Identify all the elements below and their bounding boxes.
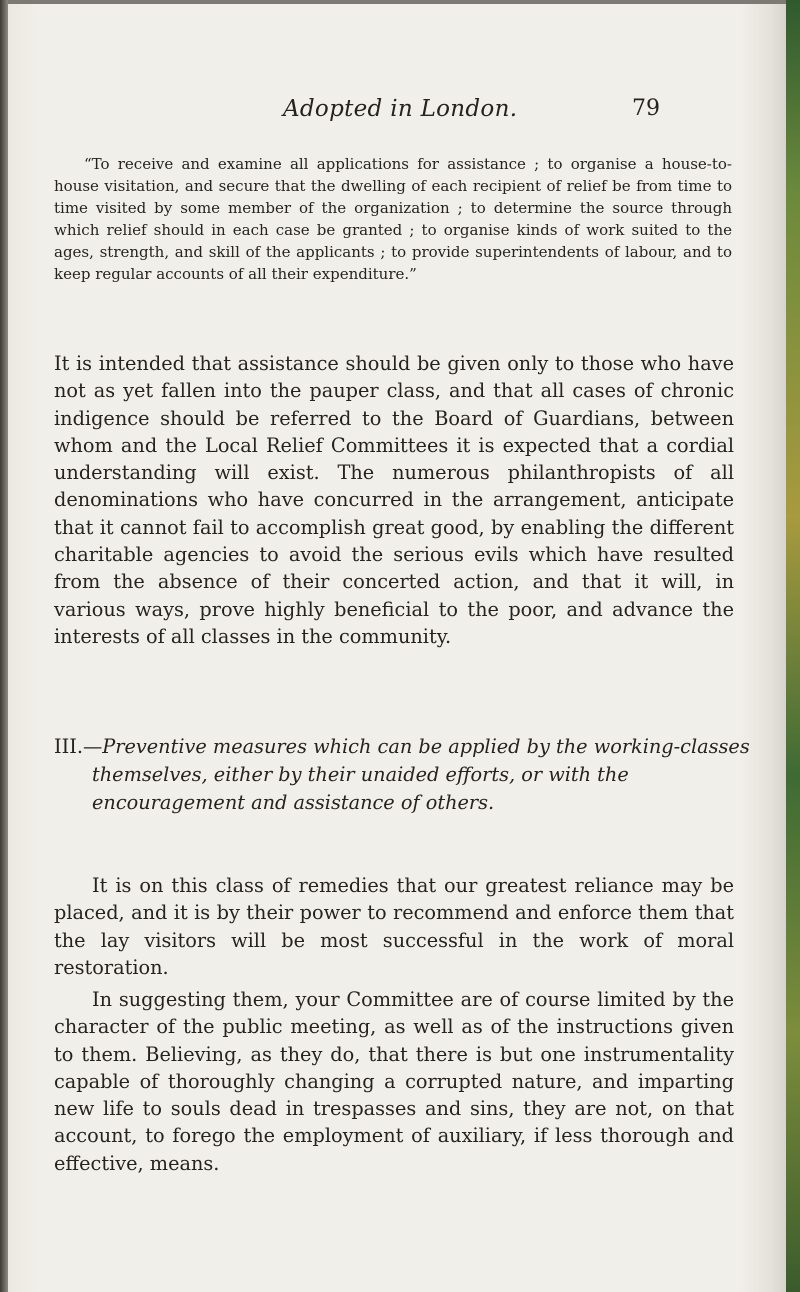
section-heading-text: Preventive measures which can be applied by the working-classes themselves, either by their unaided efforts, or with the encouragement and assistance of others.: [92, 735, 750, 814]
running-head: Adopted in London.: [283, 96, 518, 122]
page-number: 79: [632, 96, 660, 121]
quoted-passage: “To receive and examine all applications for assistance ; to organise a house-to-house visitation, and secure that the dwelling of each recipient of relief be from time to time visited by some member of the organization ; to determine the source through which relief should in each case be granted ; to organise kinds of work suited to the ages, strength, and skill of the applicants ; to provide superintendents of labour, and to keep regular accounts of all their expenditure.”: [54, 155, 732, 283]
paragraph-intended-assistance: It is intended that assistance should be given only to those who have not as yet fallen into the pauper class, and that all cases of chronic indigence should be referred to the Board of Guardians, between whom and the Local Relief Committees it is expected that a cordial understanding will exist. The numerous philanthropists of all denominations who have concurred in the arrangement, anticipate that it cannot fail to accomplish great good, by enabling the different charitable agencies to avoid the serious evils which have resulted from the absence of their concerted action, and that it will, in various ways, prove highly beneficial to the poor, and advance the interests of all classes in the community.: [54, 352, 734, 648]
paragraph-class-of-remedies: It is on this class of remedies that our greatest reliance may be placed, and it is by their power to recommend and enforce them that the lay visitors will be most successful in the work of moral restoration.: [54, 874, 734, 979]
section-number: III.—: [54, 735, 103, 758]
section-heading: [54, 733, 768, 816]
cover-edge: [786, 0, 800, 1292]
top-edge-shadow: [0, 0, 800, 4]
binding-edge: [0, 0, 8, 1292]
page-header: [0, 96, 800, 136]
paragraph-suggesting-them: In suggesting them, your Committee are of course limited by the character of the public meeting, as well as of the instructions given to them. Believing, as they do, that there is but one instrumentality capable of thoroughly changing a corrupted nature, and imparting new life to souls dead in trespasses and sins, they are not, on that account, to forego the employment of auxiliary, if less thorough and effective, means.: [54, 988, 734, 1175]
